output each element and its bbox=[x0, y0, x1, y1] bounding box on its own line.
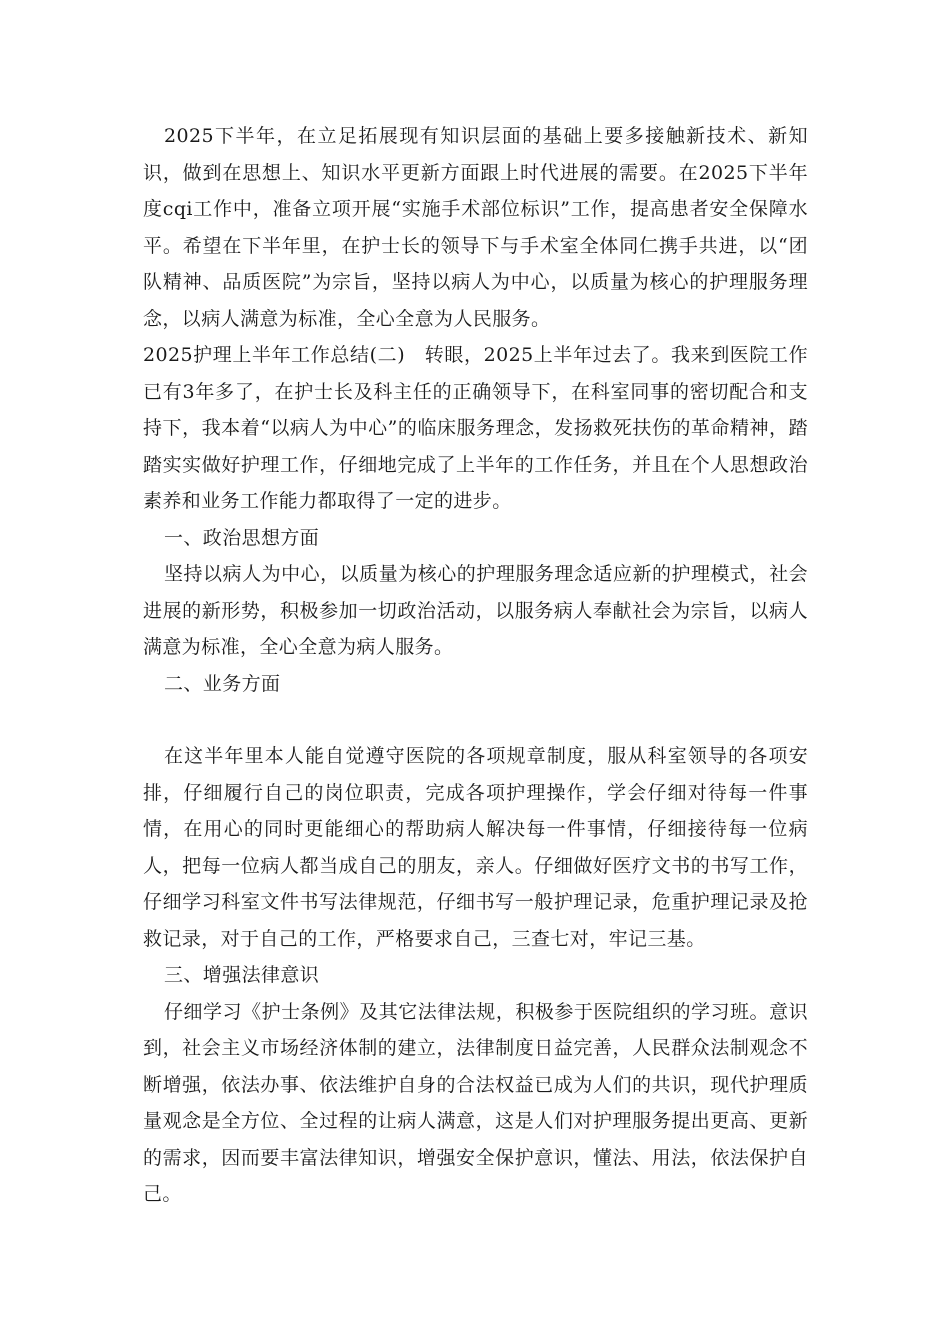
blank-line bbox=[143, 702, 808, 738]
section-heading-business: 二、业务方面 bbox=[164, 672, 281, 695]
paragraph-summary-intro: 2025护理上半年工作总结(二) 转眼，2025上半年过去了。我来到医院工作已有3年多了，在护士长及科主任的正确领导下，在科室同事的密切配合和支持下，我本着“以病人为中心”的临床服务理念，发扬救死扶伤的革命精神，踏踏实实做好护理工作，仔细地完成了上半年的工作任务，并且在个人思想政治素养和业务工作能力都取得了一定的进步。 bbox=[143, 344, 808, 512]
document-body bbox=[143, 118, 808, 1213]
paragraph-political: 坚持以病人为中心，以质量为核心的护理服务理念适应新的护理模式，社会进展的新形势，积极参加一切政治活动，以服务病人奉献社会为宗旨，以病人满意为标准，全心全意为病人服务。 bbox=[143, 563, 808, 658]
paragraph-second-half-plan: 2025下半年，在立足拓展现有知识层面的基础上要多接触新技术、新知识，做到在思想上、知识水平更新方面跟上时代进展的需要。在2025下半年度cqi工作中，准备立项开展“实施手术部位标识”工作，提高患者安全保障水平。希望在下半年里，在护士长的领导下与手术室全体同仁携手共进，以“团队精神、品质医院”为宗旨，坚持以病人为中心，以质量为核心的护理服务理念，以病人满意为标准，全心全意为人民服务。 bbox=[143, 125, 808, 330]
section-heading-political: 一、政治思想方面 bbox=[164, 526, 320, 549]
section-heading-legal: 三、增强法律意识 bbox=[164, 964, 320, 986]
paragraph-legal: 仔细学习《护士条例》及其它法律法规，积极参于医院组织的学习班。意识到，社会主义市场经济体制的建立，法律制度日益完善，人民群众法制观念不断增强，依法办事、依法维护自身的合法权益已成为人们的共识，现代护理质量观念是全方位、全过程的让病人满意，这是人们对护理服务提出更高、更新的需求，因而要丰富法律知识，增强安全保护意识，懂法、用法，依法保护自己。 bbox=[143, 1000, 808, 1205]
paragraph-business: 在这半年里本人能自觉遵守医院的各项规章制度，服从科室领导的各项安排，仔细履行自己的岗位职责，完成各项护理操作，学会仔细对待每一件事情，在用心的同时更能细心的帮助病人解决每一件事情，仔细接待每一位病人，把每一位病人都当成自己的朋友，亲人。仔细做好医疗文书的书写工作，仔细学习科室文件书写法律规范，仔细书写一般护理记录，危重护理记录及抢救记录，对于自己的工作，严格要求自己，三查七对，牢记三基。 bbox=[143, 745, 808, 950]
